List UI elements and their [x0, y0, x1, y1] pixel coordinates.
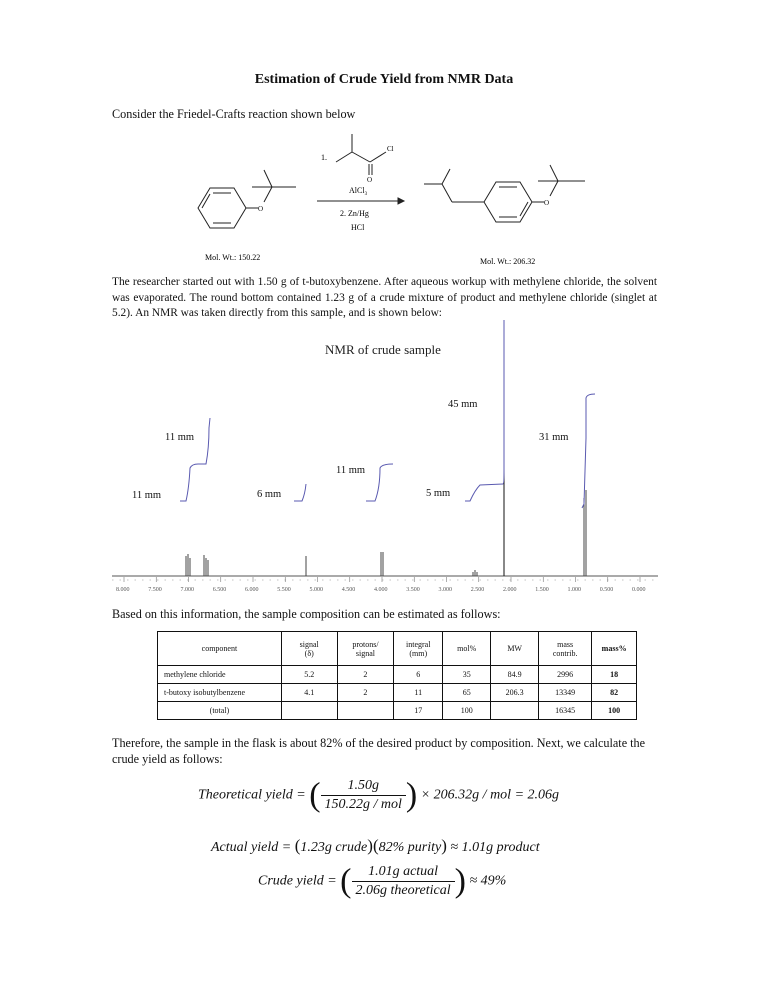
reagent-cl-label: Cl — [387, 145, 394, 153]
axis-tick-label: 5.000 — [309, 587, 323, 593]
reaction-scheme — [180, 118, 610, 274]
table-header: mol% — [443, 632, 491, 666]
nmr-title: NMR of crude sample — [325, 342, 441, 357]
axis-tick-label: 8.000 — [116, 587, 130, 593]
integral-label-5-2: 6 mm — [257, 489, 282, 500]
intro-text: Consider the Friedel-Crafts reaction shown below — [112, 107, 356, 121]
reactant-mw: Mol. Wt.: 150.22 — [205, 253, 261, 262]
step2-label: 2. Zn/Hg — [340, 209, 369, 218]
axis-tick-label: 5.500 — [277, 587, 291, 593]
table-header-row — [158, 632, 637, 666]
table-row: t-butoxy isobutylbenzene 4.1 2 11 65 206.3 13349 82 — [158, 684, 637, 702]
table-header: mass% — [592, 632, 637, 666]
axis-tick-label: 2.000 — [503, 587, 517, 593]
document-title: Estimation of Crude Yield from NMR Data — [254, 72, 514, 87]
table-header: component — [158, 632, 282, 666]
axis-tick-label: 7.500 — [148, 587, 162, 593]
product-benzene-ring — [484, 182, 532, 222]
axis-tick-label: 3.000 — [438, 587, 452, 593]
integral-label-0-82: 31 mm — [539, 432, 569, 443]
reactant-oxygen-label: O — [258, 205, 264, 213]
reagent-o-label: O — [367, 176, 373, 184]
axis-tick-label: 1.000 — [567, 587, 581, 593]
catalyst-label: AlCl$_3$ — [349, 186, 368, 197]
integral-label-6-75: 11 mm — [132, 490, 162, 501]
table-header: mass contrib. — [539, 632, 592, 666]
paragraph-composition: Based on this information, the sample composition can be estimated as follows: — [112, 607, 501, 621]
step1-label: 1. — [321, 153, 327, 162]
equation-theoretical-yield: Theoretical yield = ( $\frac{1.50g}{\text{150.22g / mol}}$ ) × 206.32g / mol = 2.06g — [198, 776, 560, 814]
equation-crude-yield: Crude yield = ( $\frac{\text{1.01g actual}}{\text{2.06g theoretical}}$ ) ≈ 49% — [258, 862, 507, 900]
product-mw: Mol. Wt.: 206.32 — [480, 257, 536, 266]
nmr-peaks — [186, 320, 586, 576]
axis-tick-label: 2.500 — [470, 587, 485, 593]
reactant-benzene-ring — [198, 188, 246, 228]
table-header: integral (mm) — [394, 632, 443, 666]
table-row-total: (total) 17 100 16345 100 — [158, 702, 637, 720]
axis-tick-label: 6.000 — [245, 587, 259, 593]
table-header: signal (δ) — [281, 632, 337, 666]
equation-actual-yield: Actual yield = (1.23g crude)(82% purity) ≈ 1.01g product — [211, 836, 540, 855]
nmr-spectrum — [110, 318, 660, 598]
table-header: MW — [491, 632, 539, 666]
axis-tick-label: 6.500 — [212, 587, 227, 593]
axis-tick-label: 0.000 — [632, 587, 646, 593]
integral-label-7-0: 11 mm — [165, 432, 195, 443]
integral-label-2-5: 5 mm — [426, 488, 451, 499]
axis-tick-label: 4.500 — [341, 587, 356, 593]
axis-tick-label: 4.000 — [374, 587, 388, 593]
step2-acid-label: HCl — [351, 223, 365, 232]
integral-label-4-05: 11 mm — [336, 465, 366, 476]
axis-tick-label: 3.500 — [406, 587, 420, 593]
axis-tick-label: 1.500 — [535, 587, 549, 593]
axis-tick-label: 0.500 — [599, 587, 614, 593]
paragraph-therefore: Therefore, the sample in the flask is about 82% of the desired product by composition. Next, we calculate the crude yield as follows: — [112, 736, 646, 766]
paragraph-researcher: The researcher started out with 1.50 g of t-butoxybenzene. After aqueous workup with methylene chloride, the solvent was evaporated. The round bottom contained 1.23 g of a crude mixture of product and methylene chloride (singlet at 5.2). An NMR was taken directly from this sample, and is shown below: — [112, 276, 657, 319]
integral-label-2-12: 45 mm — [448, 399, 478, 410]
table-header: protons/ signal — [337, 632, 394, 666]
product-oxygen-label: O — [544, 199, 550, 207]
table-row: methylene chloride 5.2 2 6 35 84.9 2996 18 — [158, 666, 637, 684]
composition-table — [157, 631, 637, 720]
axis-tick-label: 7.000 — [180, 587, 194, 593]
